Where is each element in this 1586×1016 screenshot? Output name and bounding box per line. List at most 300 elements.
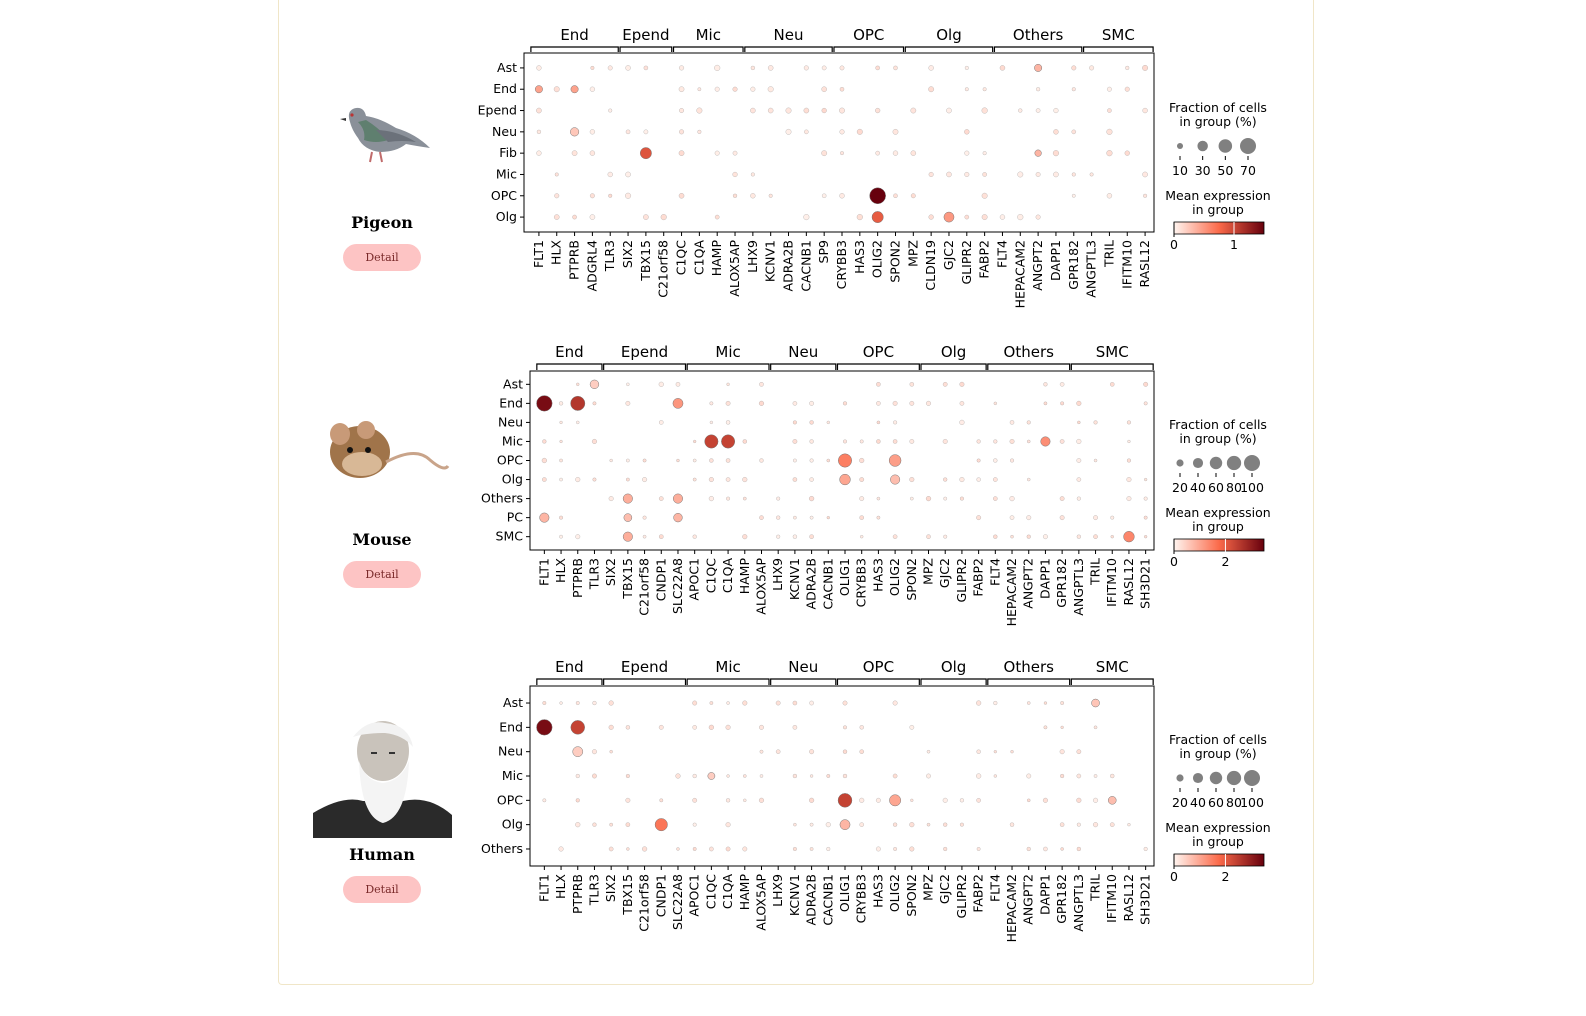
expression-legend-title: in group xyxy=(1192,202,1244,217)
dot-fib-angpt2 xyxy=(1035,150,1042,157)
dot xyxy=(609,701,614,706)
dot xyxy=(710,421,713,424)
dot xyxy=(608,109,612,113)
group-bracket xyxy=(771,679,836,685)
dot xyxy=(929,65,934,70)
dot xyxy=(982,214,987,219)
dot xyxy=(964,172,969,177)
pigeon-detail-button[interactable]: Detail xyxy=(343,244,421,271)
dot xyxy=(1027,535,1031,539)
dot xyxy=(759,382,763,386)
gene-label: GJC2 xyxy=(937,558,953,589)
dot-mic-dapp1 xyxy=(1041,437,1050,446)
group-label: End xyxy=(555,343,584,361)
dot xyxy=(810,459,814,463)
gene-label: CRYBB3 xyxy=(834,240,849,290)
dot xyxy=(590,129,595,134)
dot xyxy=(1053,150,1059,156)
dot xyxy=(1060,749,1065,754)
dot xyxy=(1077,774,1081,778)
dot xyxy=(659,725,663,729)
dot xyxy=(1144,847,1148,851)
dot xyxy=(1072,130,1076,134)
dot xyxy=(679,66,684,71)
dot xyxy=(910,401,914,405)
dot xyxy=(726,822,731,827)
dot xyxy=(1010,823,1014,827)
gene-label: SLC22A8 xyxy=(669,874,685,931)
dot xyxy=(743,774,746,777)
group-label: Olg xyxy=(936,26,962,44)
dot xyxy=(1044,726,1047,729)
dot xyxy=(993,496,997,500)
row-label: End xyxy=(499,395,523,411)
dot xyxy=(750,193,755,198)
fraction-legend-value: 60 xyxy=(1208,795,1224,810)
dot xyxy=(1011,750,1014,753)
group-label: Olg xyxy=(940,343,967,361)
dot xyxy=(554,215,559,220)
dot xyxy=(840,66,844,70)
dot xyxy=(1094,459,1097,462)
dot xyxy=(1107,193,1112,198)
group-bracket xyxy=(604,679,686,685)
dot xyxy=(976,774,981,779)
dot xyxy=(759,516,763,520)
gene-label: FLT1 xyxy=(530,240,546,269)
dot xyxy=(1010,496,1015,501)
dot xyxy=(1018,109,1022,113)
dot xyxy=(793,421,797,425)
dot xyxy=(626,401,630,405)
dot xyxy=(810,775,813,778)
gene-label: HEPACAM2 xyxy=(1012,240,1028,309)
gene-label: HEPACAM2 xyxy=(1004,558,1020,627)
gene-label: FABP2 xyxy=(976,240,992,279)
dot xyxy=(768,86,774,92)
dot xyxy=(877,516,880,519)
dot xyxy=(560,421,563,424)
fraction-legend-value: 100 xyxy=(1240,480,1264,495)
dot-fib-tbx15 xyxy=(640,147,651,158)
group-bracket xyxy=(620,47,672,52)
group-label: Olg xyxy=(940,658,967,676)
dot xyxy=(590,87,595,92)
dot xyxy=(1125,151,1130,156)
dot xyxy=(809,496,814,501)
dot xyxy=(693,823,697,827)
gene-label: IFITM10 xyxy=(1104,558,1120,607)
row-label: Others xyxy=(480,490,523,506)
fraction-legend-value: 20 xyxy=(1172,480,1188,495)
dot xyxy=(572,151,577,156)
fraction-legend-value: 40 xyxy=(1190,795,1206,810)
fraction-legend-dot xyxy=(1210,772,1222,784)
dot xyxy=(1077,401,1082,406)
dot xyxy=(576,798,580,802)
dot xyxy=(983,151,987,155)
gene-label: RASL12 xyxy=(1120,874,1136,922)
dot xyxy=(943,823,947,827)
gene-label: HAMP xyxy=(736,558,752,595)
dot xyxy=(759,401,764,406)
gene-label: ANGPT2 xyxy=(1030,240,1046,291)
dot xyxy=(750,108,755,113)
dot xyxy=(1060,439,1064,443)
dot xyxy=(1036,215,1041,220)
dot xyxy=(643,459,646,462)
dot xyxy=(626,798,631,803)
dot xyxy=(909,822,914,827)
dot xyxy=(1010,439,1015,444)
fraction-legend-title: in group (%) xyxy=(1179,114,1257,129)
dot xyxy=(857,129,863,135)
gene-label: CNDP1 xyxy=(653,558,669,602)
gene-label: OLIG2 xyxy=(887,558,903,597)
group-label: OPC xyxy=(862,343,895,361)
dot xyxy=(929,172,934,177)
gene-label: OLIG1 xyxy=(837,874,852,913)
fraction-legend-dot xyxy=(1244,770,1260,786)
dot xyxy=(993,440,997,444)
gene-label: SLC22A8 xyxy=(669,558,685,615)
dot xyxy=(893,151,898,156)
dot xyxy=(693,774,697,778)
dot xyxy=(709,725,714,730)
dot-olg-olig1 xyxy=(840,474,851,485)
dot xyxy=(1144,497,1148,501)
group-bracket xyxy=(537,364,602,370)
fraction-legend-value: 80 xyxy=(1226,480,1242,495)
dot xyxy=(1026,515,1031,520)
dot xyxy=(977,478,981,482)
gene-label: TBX15 xyxy=(619,558,635,599)
group-bracket xyxy=(1084,47,1154,52)
row-label: SMC xyxy=(495,528,523,544)
dot xyxy=(692,701,696,705)
dot xyxy=(1125,66,1129,70)
dot xyxy=(976,798,980,802)
dot xyxy=(693,478,696,481)
dot xyxy=(877,421,880,424)
dot xyxy=(822,108,827,113)
gene-label: TRIL xyxy=(1087,558,1103,585)
fraction-legend-value: 60 xyxy=(1208,480,1224,495)
dot xyxy=(809,798,814,803)
dot xyxy=(693,725,697,729)
dot-others-slc22a8 xyxy=(673,494,682,503)
row-label: Mic xyxy=(495,166,517,182)
dot xyxy=(1128,440,1131,443)
dot xyxy=(793,478,797,482)
gene-label: HAS3 xyxy=(870,874,886,908)
dot xyxy=(733,194,737,198)
dot xyxy=(1077,477,1081,481)
group-bracket xyxy=(921,679,986,685)
dot xyxy=(1144,535,1147,538)
fraction-legend-title: in group (%) xyxy=(1179,746,1257,761)
dot xyxy=(1094,421,1098,425)
dot xyxy=(760,459,764,463)
dot xyxy=(751,173,755,177)
dot xyxy=(1076,798,1081,803)
colorbar-tick-label: 2 xyxy=(1221,869,1230,884)
dot xyxy=(1036,87,1040,91)
dot xyxy=(910,847,915,852)
dot xyxy=(860,535,863,538)
dot xyxy=(893,129,898,134)
dot xyxy=(910,497,913,500)
dot xyxy=(692,798,696,802)
group-label: OPC xyxy=(862,658,895,676)
dot xyxy=(1093,798,1098,803)
gene-label: TRIL xyxy=(1087,874,1103,901)
dot xyxy=(1072,173,1076,177)
dot xyxy=(983,172,987,176)
dot xyxy=(993,459,997,463)
dot xyxy=(1010,420,1014,424)
gene-label: HEPACAM2 xyxy=(1004,874,1020,943)
dot xyxy=(1027,421,1031,425)
dot xyxy=(1094,726,1097,729)
gene-label: CACNB1 xyxy=(798,240,814,292)
dot xyxy=(1027,799,1030,802)
dot xyxy=(536,151,541,156)
gene-label: TLR3 xyxy=(586,874,602,906)
dot xyxy=(1060,823,1064,827)
dot xyxy=(1127,421,1131,425)
gene-label: ANGPTL3 xyxy=(1070,874,1086,932)
dot xyxy=(727,775,730,778)
dot xyxy=(793,516,796,519)
dot xyxy=(911,151,916,156)
dot xyxy=(1077,458,1081,462)
dot xyxy=(1027,774,1031,778)
dot xyxy=(909,477,914,482)
fraction-legend-dot xyxy=(1244,455,1260,471)
group-bracket xyxy=(994,47,1081,52)
dot xyxy=(626,774,630,778)
fraction-legend-dot xyxy=(1210,457,1222,469)
dot xyxy=(626,130,630,134)
dot xyxy=(560,702,563,705)
dot xyxy=(726,401,730,405)
gene-label: GJC2 xyxy=(937,874,953,905)
dot xyxy=(827,459,830,462)
dot xyxy=(859,458,864,463)
group-bracket xyxy=(921,364,986,370)
dot xyxy=(715,87,720,92)
gene-label: OLIG2 xyxy=(887,874,903,913)
dot xyxy=(697,108,703,114)
fraction-legend-value: 40 xyxy=(1190,480,1206,495)
dot xyxy=(660,799,663,802)
gene-label: C1QC xyxy=(703,874,719,910)
dot xyxy=(876,798,881,803)
row-label: Mic xyxy=(501,768,523,783)
species-name-mouse: Mouse xyxy=(352,530,412,549)
dot-opc-olig1 xyxy=(838,454,851,467)
fraction-legend-value: 30 xyxy=(1194,163,1211,178)
dot xyxy=(727,701,730,704)
fraction-legend-dot xyxy=(1176,459,1183,466)
dot xyxy=(893,847,896,850)
dot xyxy=(893,774,897,778)
dot xyxy=(693,535,697,539)
dot-others-tbx15 xyxy=(623,494,632,503)
dot-smc-tbx15 xyxy=(623,532,632,541)
gene-label: DAPP1 xyxy=(1047,240,1063,281)
gene-label: HAMP xyxy=(736,874,752,911)
dot xyxy=(559,478,562,481)
gene-label: ADRA2B xyxy=(803,558,819,610)
mouse-detail-button[interactable]: Detail xyxy=(343,561,421,588)
dot xyxy=(733,151,737,155)
dot xyxy=(726,477,730,481)
dot xyxy=(822,66,826,70)
gene-label: SH3D21 xyxy=(1137,874,1153,925)
dot-mic-c1qa xyxy=(721,435,734,448)
dot xyxy=(1110,516,1114,520)
dot xyxy=(893,421,897,425)
expression-legend-title: Mean expression xyxy=(1165,505,1271,520)
dot xyxy=(1077,847,1081,851)
gene-label: TBX15 xyxy=(619,874,635,915)
dot xyxy=(810,823,813,826)
dot xyxy=(679,193,684,198)
fraction-legend-dot xyxy=(1219,139,1233,153)
gene-label: FLT4 xyxy=(994,240,1010,269)
gene-label: FABP2 xyxy=(970,874,986,913)
dot-olg-cndp1 xyxy=(655,818,667,830)
dot xyxy=(960,401,964,405)
dot xyxy=(840,87,844,91)
dot xyxy=(1072,194,1075,197)
dot xyxy=(1144,478,1147,481)
dot xyxy=(793,535,797,539)
group-label: Epend xyxy=(622,26,670,44)
dot xyxy=(626,848,629,851)
gene-label: KCNV1 xyxy=(786,558,802,601)
dot-pc-flt1 xyxy=(540,513,549,522)
dot xyxy=(1017,214,1023,220)
dot xyxy=(929,215,934,220)
dot xyxy=(727,383,730,386)
dot xyxy=(769,194,773,198)
fraction-legend-value: 80 xyxy=(1226,795,1242,810)
gene-label: DAPP1 xyxy=(1037,874,1053,915)
dot xyxy=(976,515,980,519)
gene-label: GPR182 xyxy=(1054,874,1070,924)
dot xyxy=(960,382,965,387)
dot xyxy=(926,401,931,406)
dot xyxy=(926,535,930,539)
gene-label: KCNV1 xyxy=(762,240,778,283)
dot xyxy=(827,421,830,424)
gene-label: PTPRB xyxy=(566,240,582,280)
dot xyxy=(827,516,830,519)
dot xyxy=(1077,439,1082,444)
fraction-legend-dot xyxy=(1227,771,1241,785)
gene-label: SIX2 xyxy=(620,240,636,269)
dot xyxy=(1027,440,1030,443)
dot xyxy=(659,420,663,424)
dot xyxy=(709,477,714,482)
dot xyxy=(608,172,613,177)
dot xyxy=(698,130,702,134)
dot xyxy=(843,701,847,705)
dot xyxy=(840,193,845,198)
dot xyxy=(768,108,773,113)
fraction-legend-value: 10 xyxy=(1172,163,1188,178)
dot xyxy=(1044,402,1047,405)
dot xyxy=(810,535,814,539)
colorbar-tick-label: 0 xyxy=(1170,554,1178,569)
group-bracket xyxy=(687,364,769,370)
dot xyxy=(893,439,897,443)
gene-label: APOC1 xyxy=(686,558,702,601)
gene-label: ANGPT2 xyxy=(1020,558,1036,609)
expression-legend-title: Mean expression xyxy=(1165,188,1271,203)
dot-end-flt1 xyxy=(537,396,553,412)
dot xyxy=(543,799,546,802)
dot xyxy=(559,401,563,405)
dot xyxy=(542,458,547,463)
dot xyxy=(859,798,864,803)
row-label: Neu xyxy=(498,414,523,430)
dot xyxy=(810,477,814,481)
dot xyxy=(742,534,747,539)
dot-end-flt1 xyxy=(537,720,553,736)
dot xyxy=(743,497,746,500)
gene-label: TLR3 xyxy=(602,240,618,272)
dot xyxy=(679,151,684,156)
row-label: Ast xyxy=(497,59,517,75)
dot xyxy=(642,847,647,852)
dot xyxy=(643,535,646,538)
dot xyxy=(977,847,980,850)
dot xyxy=(609,725,614,730)
dot xyxy=(743,439,747,443)
dot xyxy=(943,439,948,444)
dot xyxy=(893,194,897,198)
dot xyxy=(590,194,595,199)
dot xyxy=(679,87,684,92)
gene-label: GLIPR2 xyxy=(953,558,969,603)
dot xyxy=(677,459,680,462)
human-detail-button[interactable]: Detail xyxy=(343,876,421,903)
gene-label: DAPP1 xyxy=(1037,558,1053,599)
dot xyxy=(626,823,630,827)
fraction-legend-value: 100 xyxy=(1240,795,1264,810)
dot xyxy=(776,516,780,520)
group-bracket xyxy=(674,47,744,52)
dot xyxy=(1061,726,1064,729)
dot xyxy=(726,420,730,424)
dot xyxy=(559,847,564,852)
dot xyxy=(793,847,797,851)
gene-label: ADRA2B xyxy=(803,874,819,926)
dot xyxy=(679,108,684,113)
dot xyxy=(1093,822,1098,827)
dot xyxy=(893,66,897,70)
gene-label: FABP2 xyxy=(970,558,986,597)
dot xyxy=(709,847,713,851)
dot-end-ptprb xyxy=(571,720,585,734)
dot xyxy=(610,823,613,826)
dot xyxy=(860,440,863,443)
dot xyxy=(1000,215,1005,220)
